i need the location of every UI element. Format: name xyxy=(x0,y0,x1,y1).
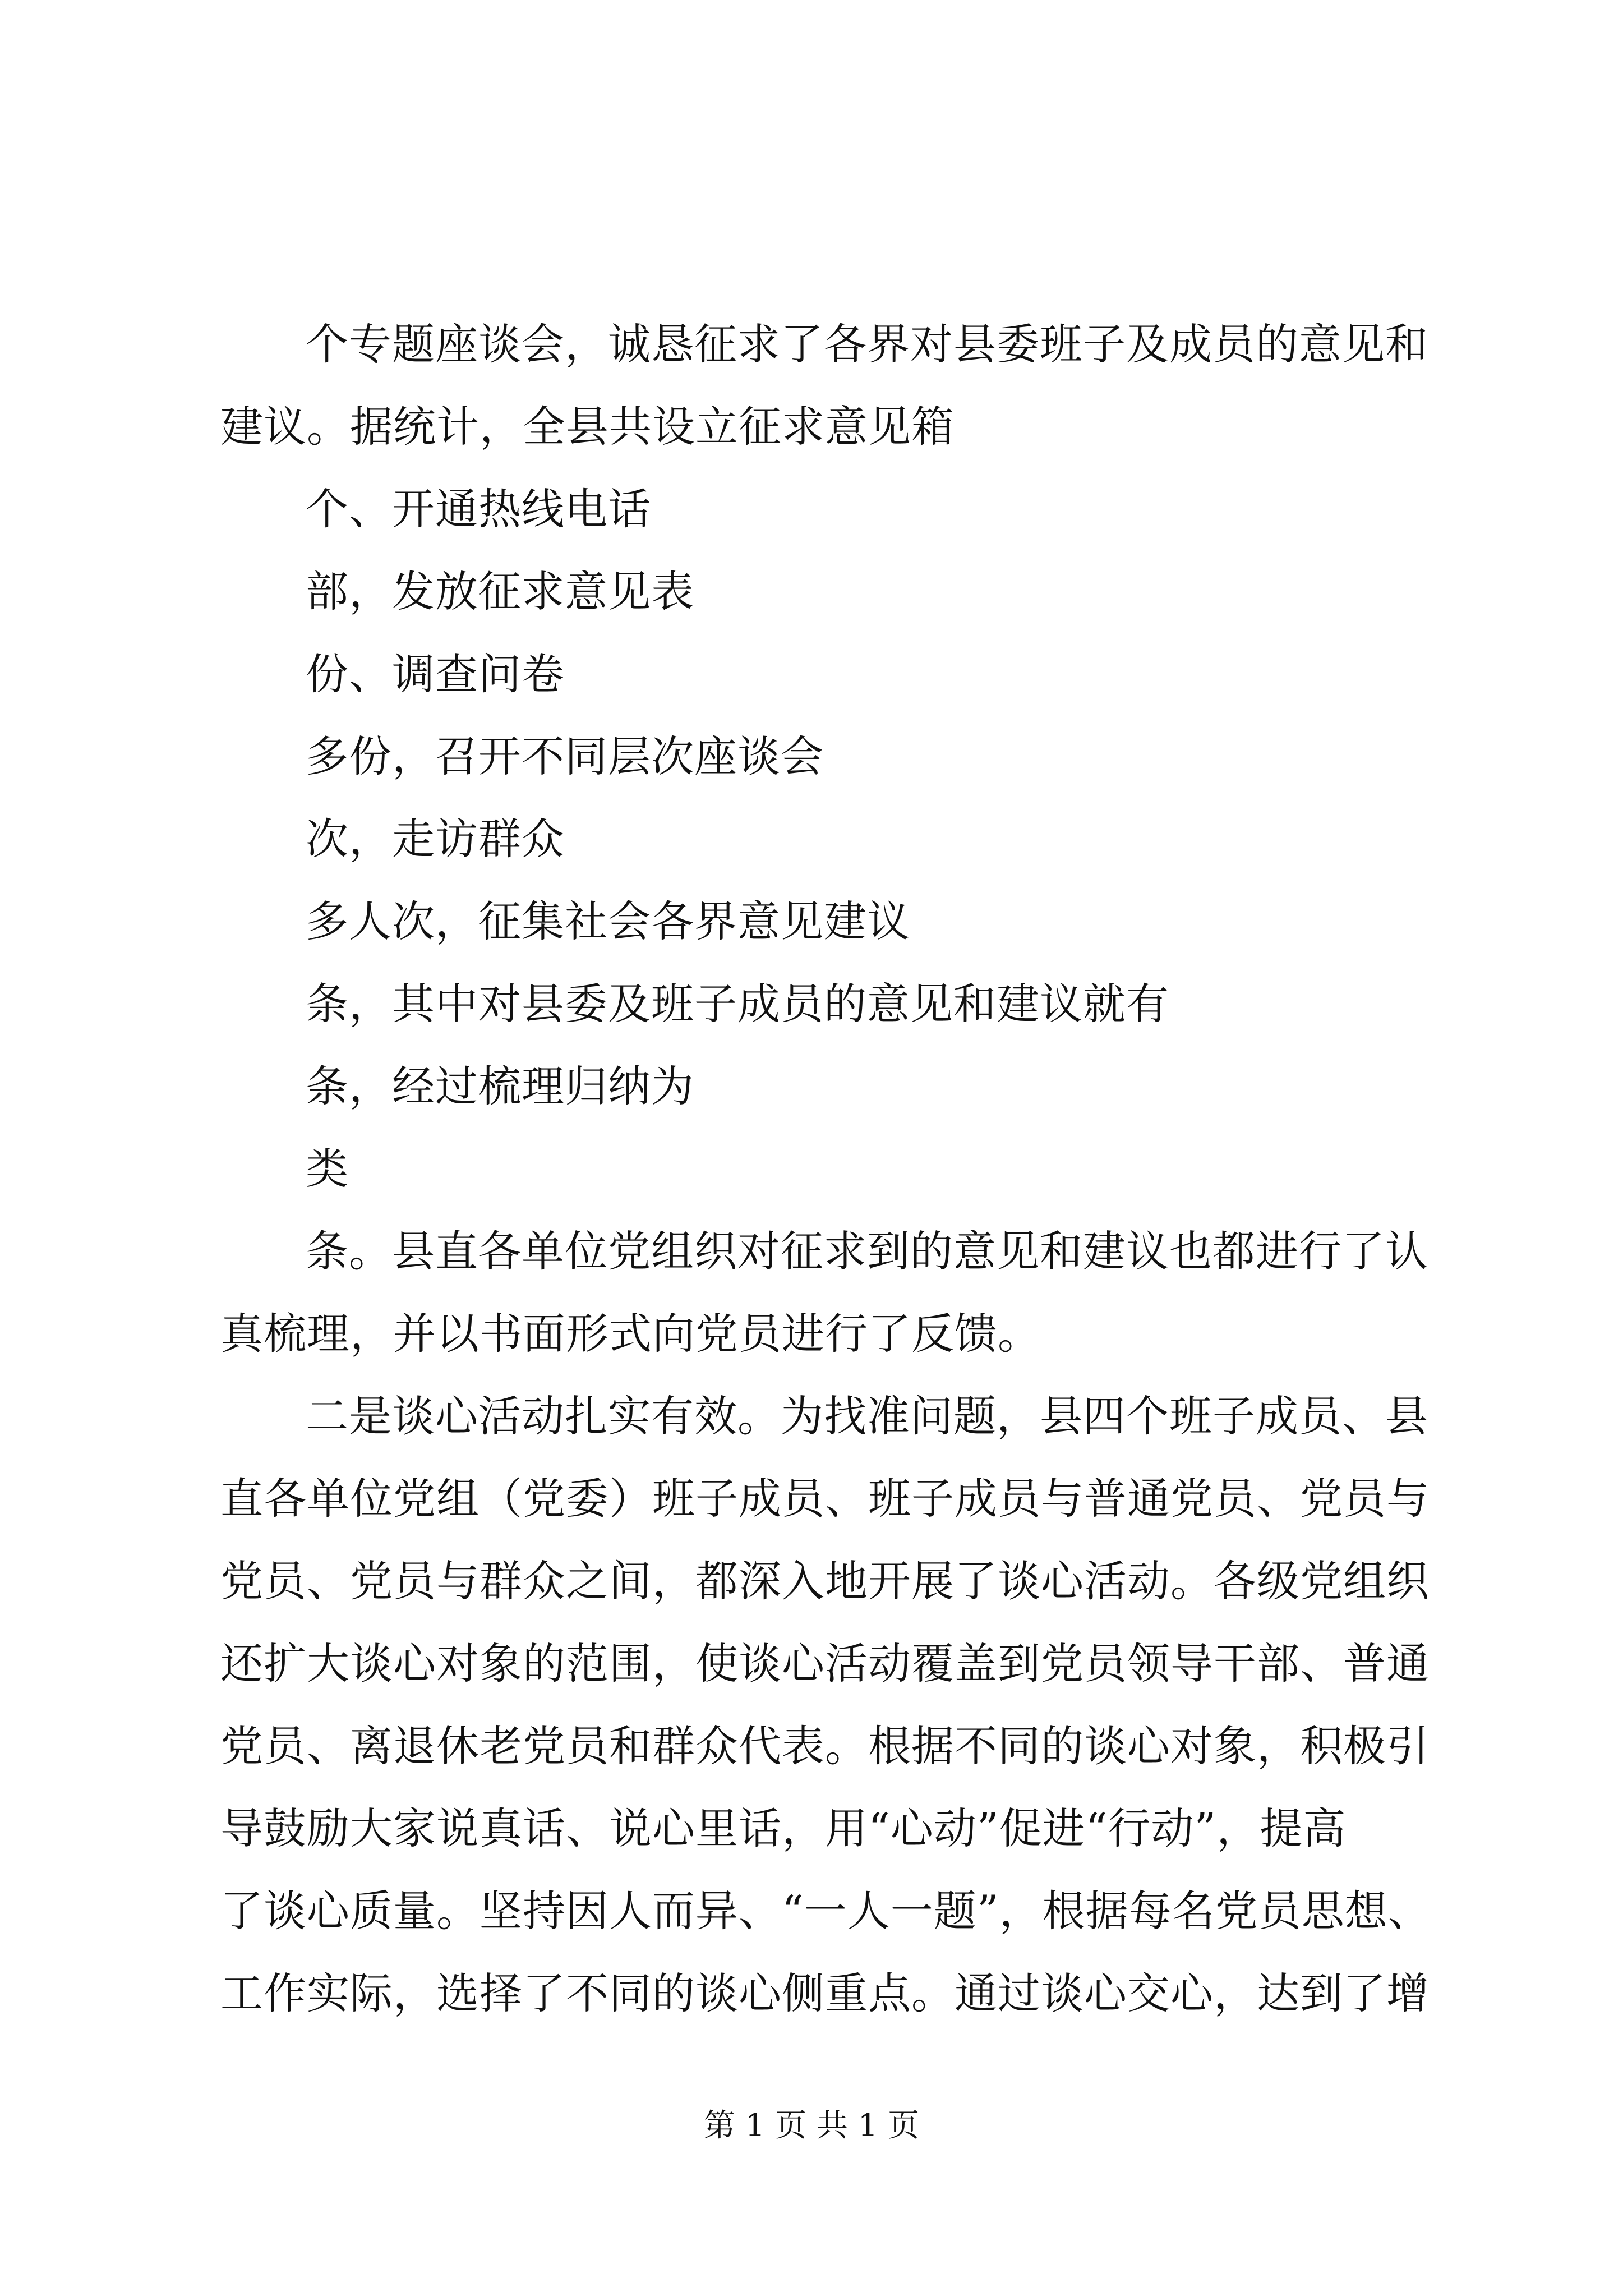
text-line: 条。县直各单位党组织对征求到的意见和建议也都进行了认 xyxy=(306,1226,1428,1276)
text-line: 部，发放征求意见表 xyxy=(306,567,694,616)
text-line: 二是谈心活动扎实有效。为找准问题，县四个班子成员、县 xyxy=(306,1391,1428,1441)
text-line: 多人次，征集社会各界意见建议 xyxy=(306,896,910,946)
text-line: 条，经过梳理归纳为 xyxy=(306,1061,694,1111)
text-line: 工作实际，选择了不同的谈心侧重点。通过谈心交心，达到了增 xyxy=(220,1968,1430,2018)
document-body xyxy=(220,303,1431,2035)
text-line: 导鼓励大家说真话、说心里话，用“心动”促进“行动”，提高 xyxy=(220,1803,1347,1853)
text-line: 个专题座谈会，诚恳征求了各界对县委班子及成员的意见和 xyxy=(306,319,1428,369)
page-number-label: 第 1 页 共 1 页 xyxy=(703,2108,920,2144)
text-line: 真梳理，并以书面形式向党员进行了反馈。 xyxy=(220,1309,1041,1359)
text-line: 还扩大谈心对象的范围，使谈心活动覆盖到党员领导干部、普通 xyxy=(220,1639,1430,1688)
text-line: 条，其中对县委及班子成员的意见和建议就有 xyxy=(306,979,1169,1029)
text-line: 类 xyxy=(306,1144,349,1194)
text-line: 多份，召开不同层次座谈会 xyxy=(306,731,824,781)
text-line: 建议。据统计，全县共设立征求意见箱 xyxy=(220,402,955,452)
text-line: 党员、党员与群众之间，都深入地开展了谈心活动。各级党组织 xyxy=(220,1556,1430,1606)
text-line: 直各单位党组（党委）班子成员、班子成员与普通党员、党员与 xyxy=(220,1474,1430,1524)
page-footer xyxy=(0,2106,1623,2146)
text-line: 次，走访群众 xyxy=(306,814,565,864)
text-line: 党员、离退休老党员和群众代表。根据不同的谈心对象，积极引 xyxy=(220,1721,1430,1771)
text-line: 了谈心质量。坚持因人而异、“一人一题”，根据每名党员思想、 xyxy=(220,1886,1431,1936)
text-line: 个、开通热线电话 xyxy=(306,484,651,534)
text-line: 份、调查问卷 xyxy=(306,649,565,699)
